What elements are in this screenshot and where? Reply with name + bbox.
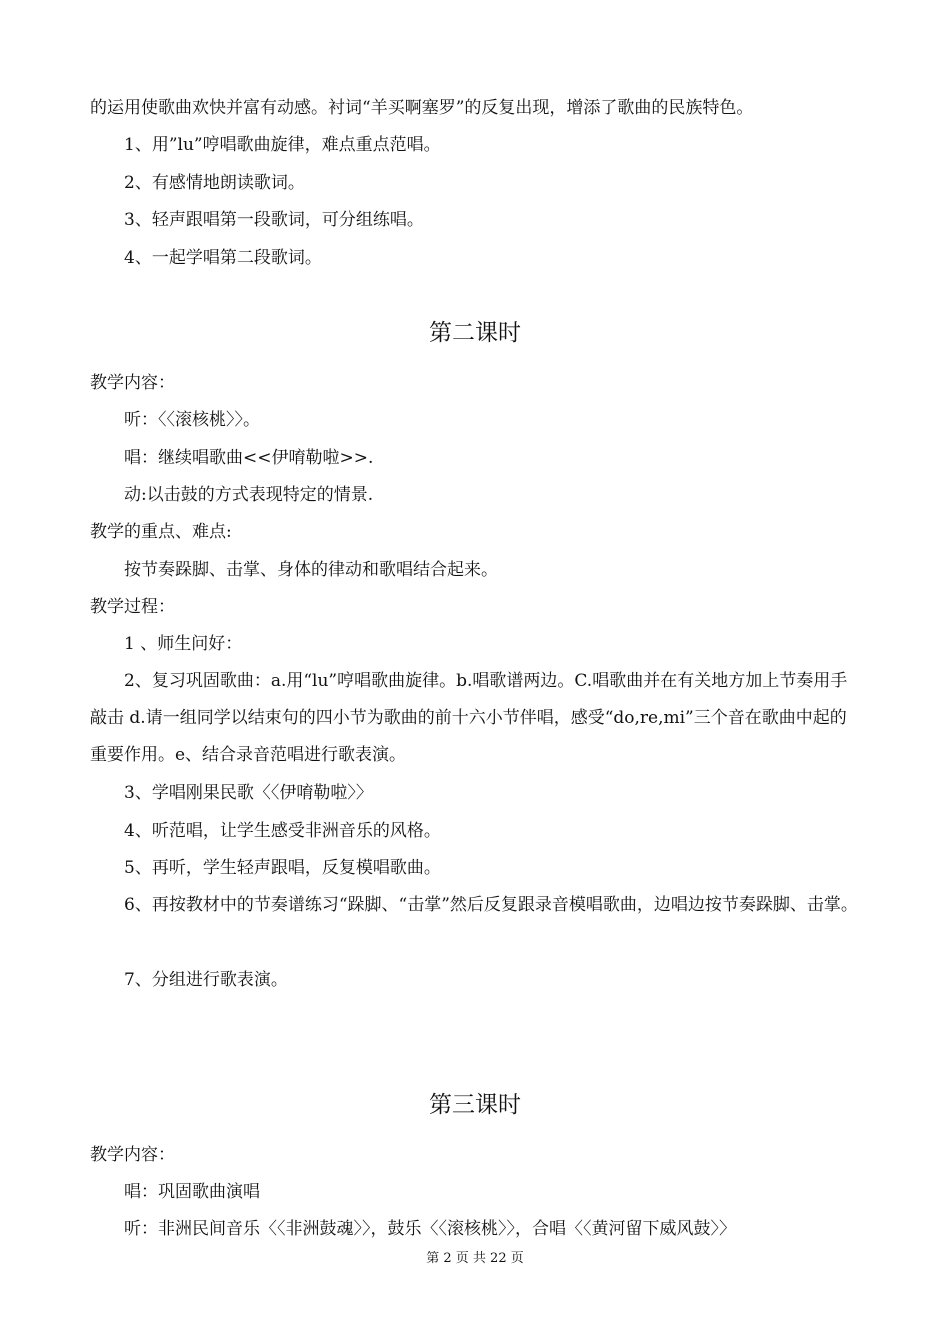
lesson2-focus-label: 教学的重点、难点: [90,522,232,542]
lesson3-content-label: 教学内容： [90,1145,175,1165]
lesson2-content-item: 动:以击鼓的方式表现特定的情景. [124,485,374,505]
process-item: 3、学唱刚果民歌〈〈伊唷勒啦〉〉 [124,783,373,803]
step-item: 2、有感情地朗读歌词。 [124,173,305,193]
page-number: 第 2 页 共 22 页 [426,1251,524,1266]
step-item: 3、轻声跟唱第一段歌词，可分组练唱。 [124,210,424,230]
lesson3-content-item: 唱：巩固歌曲演唱 [124,1182,260,1202]
process-item: 7、分组进行歌表演。 [124,970,288,990]
lesson2-focus-text: 按节奏跺脚、击掌、身体的律动和歌唱结合起来。 [124,560,498,580]
lesson2-content-label: 教学内容： [90,373,175,393]
process-item: 1 、师生问好： [124,634,243,654]
process-item: 4、听范唱，让学生感受非洲音乐的风格。 [124,821,441,841]
step-item: 1、用”lu”哼唱歌曲旋律，难点重点范唱。 [124,135,441,155]
step-item: 4、一起学唱第二段歌词。 [124,248,322,268]
lesson2-process-label: 教学过程： [90,597,175,617]
lesson2-content-item: 唱：继续唱歌曲<<伊唷勒啦>>. [124,448,374,468]
lesson3-content-item: 听：非洲民间音乐〈〈非洲鼓魂〉〉，鼓乐〈〈滚核桃〉〉，合唱〈〈黄河留下威风鼓〉〉 [124,1219,736,1239]
process-item-long: 2、复习巩固歌曲：a.用“lu”哼唱歌曲旋律。b.唱歌谱两边。C.唱歌曲并在有关地方加上节奏用手敲击 d.请一组同学以结束句的四小节为歌曲的前十六小节伴唱，感受“do,re,mi”三个音在歌曲中起的重要作用。e、结合录音范唱进行歌表演。 [90,671,848,765]
lesson2-content-item: 听：〈〈滚核桃〉〉。 [124,410,260,430]
lesson2-title: 第二课时 [429,320,521,346]
lesson3-title: 第三课时 [429,1092,521,1118]
process-item: 5、再听，学生轻声跟唱，反复模唱歌曲。 [124,858,441,878]
paragraph-continuation: 的运用使歌曲欢快并富有动感。衬词“羊买啊塞罗”的反复出现，增添了歌曲的民族特色。 [90,98,754,118]
process-item-long: 6、再按教材中的节奏谱练习“跺脚、“击掌”然后反复跟录音模唱歌曲，边唱边按节奏跺脚、击掌。 [124,895,858,915]
